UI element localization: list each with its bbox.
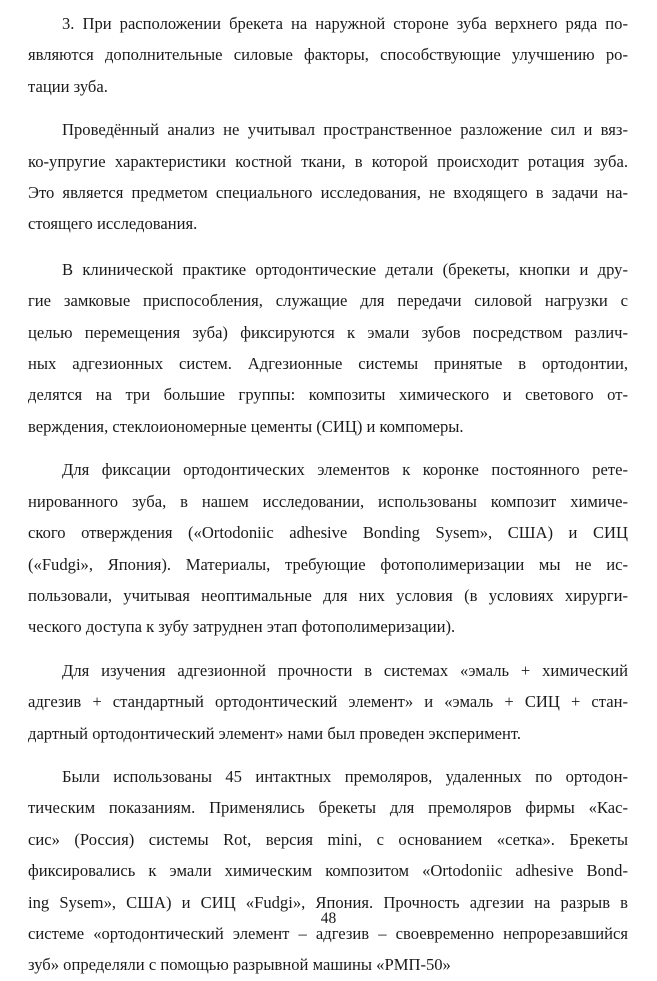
text-line: ческого доступа к зубу затруднен этап фотополимеризации). (28, 617, 456, 637)
paragraph-6 (28, 761, 628, 981)
text-line: Были использованы 45 интактных премоляров, удаленных по ортодон- (62, 766, 628, 786)
paragraph-4 (28, 454, 628, 642)
text-line: тическим показаниям. Применялись брекеты для премоляров фирмы «Кас- (28, 798, 628, 818)
paragraph-3 (28, 254, 628, 442)
text-line: сис» (Россия) системы Rot, версия mini, с основанием «сетка». Брекеты (28, 829, 628, 849)
paragraph-1 (28, 8, 628, 102)
paragraph-2 (28, 114, 628, 240)
text-line: зуб» определяли с помощью разрывной машины «РМП-50» (28, 955, 451, 975)
text-line: нированного зуба, в нашем исследовании, использованы композит химиче- (28, 491, 628, 511)
text-line: ных адгезионных систем. Адгезионные системы принятые в ортодонтии, (28, 354, 628, 374)
text-line: ing Sysem», США) и СИЦ «Fudgi», Япония. Прочность адгезии на разрыв в (28, 892, 628, 912)
text-line: дартный ортодонтический элемент» нами был проведен эксперимент. (28, 723, 521, 743)
text-line: ского отверждения («Ortodoniic adhesive Bonding Sysem», США) и СИЦ (28, 523, 628, 543)
text-line: фиксировались к эмали химическим композитом «Ortodoniic adhesive Bond- (28, 861, 628, 881)
text-line: стоящего исследования. (28, 214, 198, 234)
page-number: 48 (320, 910, 337, 927)
text-line: адгезив + стандартный ортодонтический элемент» и «эмаль + СИЦ + стан- (28, 692, 628, 712)
text-line: Проведённый анализ не учитывал пространственное разложение сил и вяз- (62, 120, 628, 140)
text-line: делятся на три большие группы: композиты химического и светового от- (28, 385, 628, 405)
text-line: Для изучения адгезионной прочности в системах «эмаль + химический (62, 660, 628, 680)
text-line: 3. При расположении брекета на наружной стороне зуба верхнего ряда по- (62, 14, 628, 33)
document-page (28, 8, 628, 981)
text-line: пользовали, учитывая неоптимальные для них условия (в условиях хирурги- (28, 585, 628, 605)
text-line: Это является предметом специального исследования, не входящего в задачи на- (28, 183, 628, 203)
text-line: В клинической практике ортодонтические детали (брекеты, кнопки и дру- (62, 259, 628, 279)
text-line: («Fudgi», Япония). Материалы, требующие фотополимеризации мы не ис- (28, 554, 628, 574)
text-line: ко-упругие характеристики костной ткани, в которой происходит ротация зуба. (28, 151, 628, 171)
text-line: гие замковые приспособления, служащие для передачи силовой нагрузки с (28, 291, 628, 311)
text-line: тации зуба. (28, 76, 108, 96)
text-line: Для фиксации ортодонтических элементов к коронке постоянного рете- (62, 460, 628, 480)
text-line: являются дополнительные силовые факторы, способствующие улучшению ро- (28, 45, 628, 65)
text-line: целью перемещения зуба) фиксируются к эмали зубов посредством различ- (28, 322, 628, 342)
text-line: системе «ортодонтический элемент – адгезив – своевременно непрорезавшийся (28, 923, 628, 943)
text-line: верждения, стеклоиономерные цементы (СИЦ) и компомеры. (28, 416, 464, 436)
paragraph-5 (28, 655, 628, 749)
